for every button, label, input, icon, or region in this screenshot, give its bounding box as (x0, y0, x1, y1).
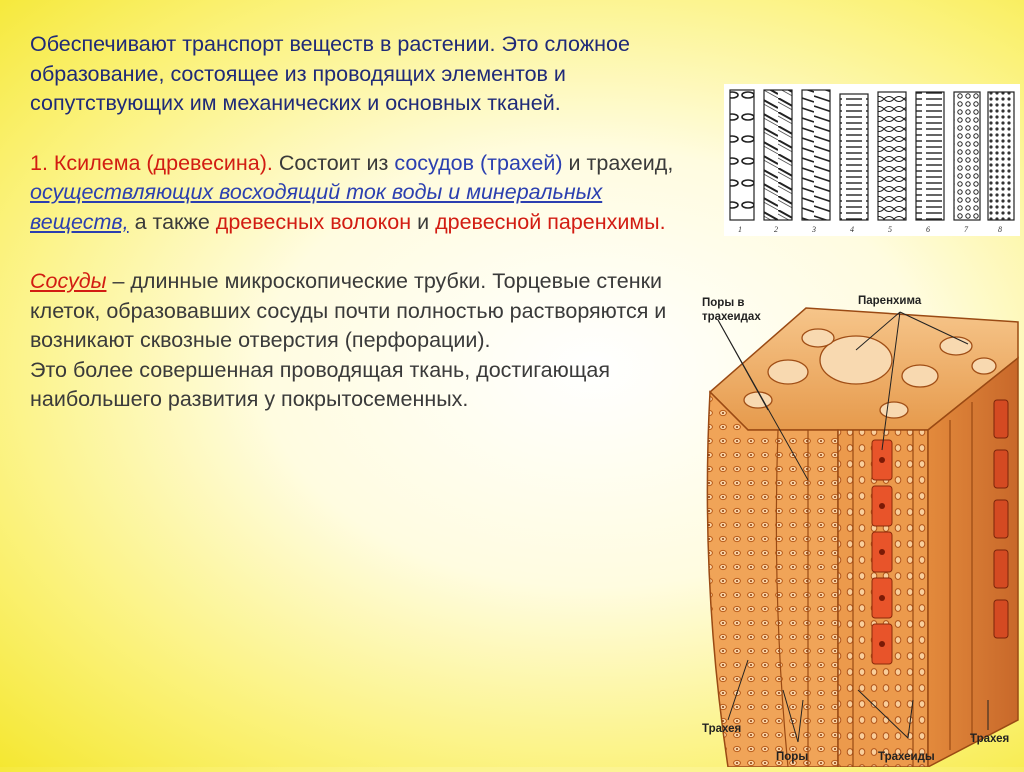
vessel-6 (916, 92, 944, 220)
vessel-1 (730, 90, 754, 220)
vessel-number-6: 6 (926, 225, 930, 234)
xylem-block-figure (688, 280, 1024, 767)
vessels-definition: – длинные микроскопические трубки. Торцевые стенки клеток, образовавших сосуды почти полностью растворяются и возникают сквозные отверстия (перфорации). (30, 269, 667, 352)
vessel-2 (764, 90, 792, 220)
xylem-paragraph (30, 149, 680, 238)
label-pores-in-tracheids-1: Поры в (702, 297, 745, 309)
xylem-text-2: и трахеид, (568, 150, 674, 175)
vessel-3 (802, 90, 830, 220)
vessel-4 (840, 94, 868, 220)
function-phrase: осуществляющих восходящий ток воды и минеральных веществ, (30, 180, 603, 234)
fibers-term: древесных волокон (215, 209, 412, 234)
label-trachea-right: Трахея (970, 733, 1010, 745)
label-tracheids: Трахеиды (878, 751, 935, 763)
label-pores: Поры (776, 751, 809, 763)
vessel-number-2: 2 (774, 225, 778, 234)
vessel-types-figure (724, 84, 1020, 236)
intro-paragraph (30, 30, 680, 119)
xylem-text-1: Состоит из (278, 150, 389, 175)
vessel-number-5: 5 (888, 225, 892, 234)
vessel-number-1: 1 (738, 225, 742, 234)
xylem-text-4: и (417, 209, 430, 234)
angiosperm-text: Это более совершенная проводящая ткань, достигающая наибольшего развития у покрытосеменных. (30, 357, 611, 411)
xylem-heading: 1. Ксилема (древесина). (30, 150, 273, 175)
vessel-number-4: 4 (850, 225, 854, 234)
slide-text (30, 30, 680, 415)
label-parenchyma: Паренхима (858, 295, 922, 307)
parenchyma-term: древесной паренхимы. (435, 209, 666, 234)
intro-text: Обеспечивают транспорт веществ в растении. Это сложное образование, состоящее из проводящих элементов и сопутствующих им механических и основных тканей. (30, 32, 630, 115)
xylem-block-drawing (688, 280, 1024, 767)
label-trachea-left: Трахея (702, 723, 742, 735)
vessels-term: сосудов (трахей) (394, 150, 563, 175)
vessel-number-8: 8 (998, 225, 1002, 234)
vessels-paragraph (30, 267, 680, 356)
vessel-types-drawing (724, 84, 1020, 236)
xylem-text-3: а также (134, 209, 210, 234)
vessels-heading: Сосуды (30, 269, 107, 293)
vessel-8 (988, 92, 1014, 220)
angiosperm-paragraph (30, 356, 680, 415)
vessel-number-3: 3 (812, 225, 816, 234)
vessel-number-7: 7 (964, 225, 968, 234)
label-pores-in-tracheids-2: трахеидах (702, 311, 761, 323)
vessel-5 (878, 92, 906, 220)
vessel-7 (954, 92, 980, 220)
